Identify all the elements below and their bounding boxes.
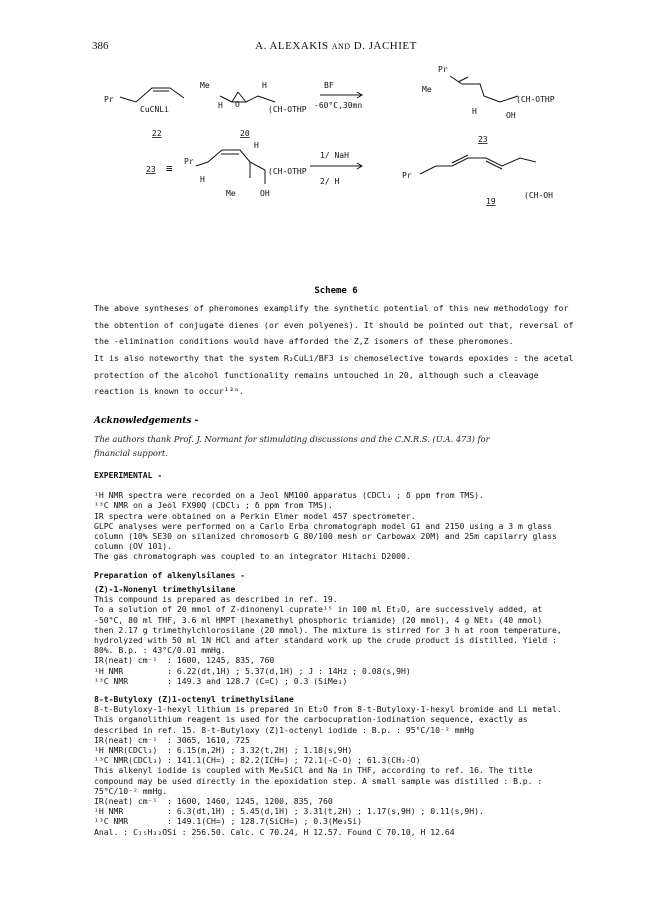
chain-label-conformer — [268, 167, 307, 176]
compound-2-section — [94, 694, 594, 837]
chain-text-20: (CH — [268, 105, 283, 114]
acknowledgements-text — [94, 432, 584, 460]
body-paragraph-2 — [94, 350, 584, 400]
epoxide-oxygen-label: O — [235, 100, 240, 109]
compound-2-line: compound may be used directly in the epoxidation step. A small sample was distilled : B.p. : — [94, 775, 543, 786]
compound-1-line: 80%. B.p. : 43°C/0.01 mmHg. — [94, 645, 226, 656]
compound-2-line: IR(neat) cm⁻¹ : 1600, 1460, 1245, 1200, 835, 760 — [94, 796, 333, 807]
reagent-h3o: 2/ H — [320, 177, 340, 186]
h-label-20a: H — [218, 101, 223, 110]
compound-1-line: -50°C, 80 ml THF, 3.6 ml HMPT (hexamethyl phosphoric triamide) (20 mmol), 4 g NEt₃ (40 mmol) — [94, 614, 543, 625]
experimental-line: column (OV 101). — [94, 541, 172, 552]
acknowledgements-title: Acknowledgements - — [94, 416, 199, 426]
experimental-line: ¹H NMR spectra were recorded on a Jeol NM100 apparatus (CDCl₃ ; δ ppm from TMS). — [94, 490, 484, 501]
chain-text-23: (CH — [516, 95, 531, 104]
experimental-line: IR spectra were obtained on a Perkin Elmer model 457 spectrometer. — [94, 510, 416, 521]
compound-2-line: This alkenyl iodide is coupled with Me₃SiCl and Na in THF, according to ref. 16. The title — [94, 765, 533, 776]
preparation-title: Preparation of alkenylsilanes - — [94, 569, 246, 580]
compound-2-line: Anal. : C₁₅H₃₂OSi : 256.50. Calc. C 70.24, H 12.57. Found C 70.10, H 12.64 — [94, 826, 455, 837]
pr-label-23: Pr — [438, 65, 448, 74]
compound-number-19: 19 — [486, 197, 496, 206]
reagent-bf3: BF — [324, 81, 334, 90]
body-line: protection of the alcohol functionality remains untouched in 20, although such a cleavage — [94, 369, 539, 380]
compound-1-section — [94, 584, 594, 686]
compound-2-line: This organolithium reagent is used for the carbocupration-iodination sequence, exactly as — [94, 714, 528, 725]
body-line: The above syntheses of pheromones examplify the synthetic potential of this new methodology for — [94, 303, 569, 313]
othp-text-conformer: -OTHP — [282, 167, 307, 176]
compound-1-line: This compound is prepared as described in ref. 19. — [94, 594, 338, 605]
compound-1-line: To a solution of 20 mmol of Z-dinonenyl cuprate¹⁵ in 100 ml Et₂O, are successively added, at — [94, 604, 543, 615]
h-label-20b: H — [262, 81, 267, 90]
othp-text-20: -OTHP — [282, 105, 307, 114]
cucnli2-text: CuCNLi — [140, 105, 169, 114]
reagent-nah: 1/ NaH — [320, 151, 349, 160]
cuprate-22-skeleton — [120, 88, 184, 102]
h-label-conformer-b: H — [254, 141, 259, 150]
reagent-temperature: -60°C,30mn — [314, 101, 363, 110]
running-head: A. ALEXAKIS and D. JACHIET — [255, 40, 417, 52]
chain-label-23 — [516, 95, 555, 104]
compound-2-title: 8-t-Butyloxy (Z)1-octenyl trimethylsilane — [94, 694, 294, 704]
compound-number-22: 22 — [152, 129, 162, 138]
compound-2-line: IR(neat) cm⁻¹ : 3065, 1610, 725 — [94, 734, 250, 745]
conformer-23-skeleton — [196, 150, 250, 166]
chain-text-conformer: (CH — [268, 167, 283, 176]
cuprate-reagent-label — [140, 105, 169, 114]
body-line: reaction is known to occur¹³ᵃ. — [94, 386, 244, 396]
compound-2-line: ¹³C NMR : 149.1(CH=) ; 128.7(SiCH=) ; 0.3(Me₃Si) — [94, 816, 363, 827]
compound-1-line: IR(neat) cm⁻¹ : 1600, 1245, 835, 760 — [94, 655, 275, 666]
compound-2-line: described in ref. 15. 8-t-Butyloxy (Z)1-octenyl iodide : B.p. : 95°C/10⁻² mmHg — [94, 724, 475, 735]
oh-label-23: OH — [506, 111, 516, 120]
body-paragraph-1 — [94, 300, 584, 350]
body-line: the obtention of conjugate dienes (or even polyenes). It should be pointed out that, reversal of — [94, 319, 574, 330]
silane-23-skeleton — [450, 76, 484, 96]
chain-label-19 — [524, 191, 553, 200]
chain-label-20 — [268, 105, 307, 114]
page-number: 386 — [92, 40, 109, 52]
experimental-line: The gas chromatograph was coupled to an integrator Hitachi D2000. — [94, 551, 411, 562]
pr-label-conformer: Pr — [184, 157, 194, 166]
body-line: the -elimination conditions would have afforded the Z,Z isomers of these pheromones. — [94, 336, 514, 346]
diene-19-skeleton — [420, 158, 536, 174]
compound-2-line: 8-t-Butyloxy-1-hexyl lithium is prepared in Et₂O from 8-t-Butyloxy-1-hexyl bromide and Li metal. — [94, 704, 562, 715]
experimental-section — [94, 470, 594, 580]
experimental-title: EXPERIMENTAL - — [94, 470, 163, 480]
pr-label-19: Pr — [402, 171, 412, 180]
h-label-23: H — [472, 107, 477, 116]
experimental-line: column (10% SE30 on silanized chromosorb G 80/100 mesh or Carbowax 20M) and 25m capilarry glass — [94, 531, 557, 542]
scheme-drawing — [100, 62, 620, 282]
compound-1-line: ¹³C NMR : 149.3 and 128.7 (C=C) ; 0.3 (SiMe₃) — [94, 675, 348, 686]
compound-2-line: ¹³C NMR(CDCl₃) : 141.1(CH=) ; 82.2(ICH=) ; 72.1(-C-O) ; 61.3(CH₂-O) — [94, 755, 421, 766]
compound-2-line: ¹H NMR : 6.3(dt,1H) ; 5.45(d,1H) ; 3.31(t,2H) ; 1.17(s,9H) ; 0.11(s,9H). — [94, 806, 484, 817]
me3si-label-conformer: Me — [226, 189, 236, 198]
compound-1-line: then 2.17 g trimethylchlorosilane (20 mmol). The mixture is stirred for 3 h at room temperature, — [94, 624, 562, 635]
oh-label-conformer: OH — [260, 189, 270, 198]
me3si-label-20: Me — [200, 81, 210, 90]
pr-label-22: Pr — [104, 95, 114, 104]
compound-1-line: hydrolyzed with 50 ml 1N HCl and after standard work up the crude product is distilled. Yield : — [94, 635, 557, 646]
experimental-line: GLPC analyses were performed on a Carlo Erba chromatograph model G1 and 2150 using a 3 m glass — [94, 520, 553, 531]
compound-number-20: 20 — [240, 129, 250, 138]
ack-line: The authors thank Prof. J. Normant for stimulating discussions and the C.N.R.S. (U.A. 473) for — [94, 434, 490, 444]
oh-end-text-19: -OH — [538, 191, 553, 200]
compound-2-line: 75°C/10⁻² mmHg. — [94, 785, 168, 796]
compound-2-line: ¹H NMR(CDCl₃) : 6.15(m,2H) ; 3.32(t,2H) ; 1.18(s,9H) — [94, 745, 353, 756]
reaction-scheme — [100, 62, 620, 282]
compound-number-23: 23 — [478, 135, 488, 144]
compound-number-23-conformer: 23 — [146, 165, 156, 174]
page-header — [0, 38, 672, 58]
me3si-label-23: Me — [422, 85, 432, 94]
chain-text-19: (CH — [524, 191, 539, 200]
body-line: It is also noteworthy that the system R₂CuLi/BF3 is chemoselective towards epoxides : the acetal — [94, 353, 574, 363]
compound-1-title: (Z)-1-Nonenyl trimethylsilane — [94, 584, 236, 594]
experimental-line: ¹³C NMR on a Jeol FX90Q (CDCl₃ ; δ ppm from TMS). — [94, 500, 333, 511]
scheme-caption: Scheme 6 — [314, 286, 358, 296]
othp-text-23: -OTHP — [530, 95, 555, 104]
equivalence-sign: ≡ — [166, 162, 173, 175]
compound-1-line: ¹H NMR : 6.22(dt,1H) ; 5.37(d,1H) ; J : 14Hz ; 0.08(s,9H) — [94, 665, 411, 676]
h-label-conformer-a: H — [200, 175, 205, 184]
ack-line: financial support. — [94, 448, 168, 458]
